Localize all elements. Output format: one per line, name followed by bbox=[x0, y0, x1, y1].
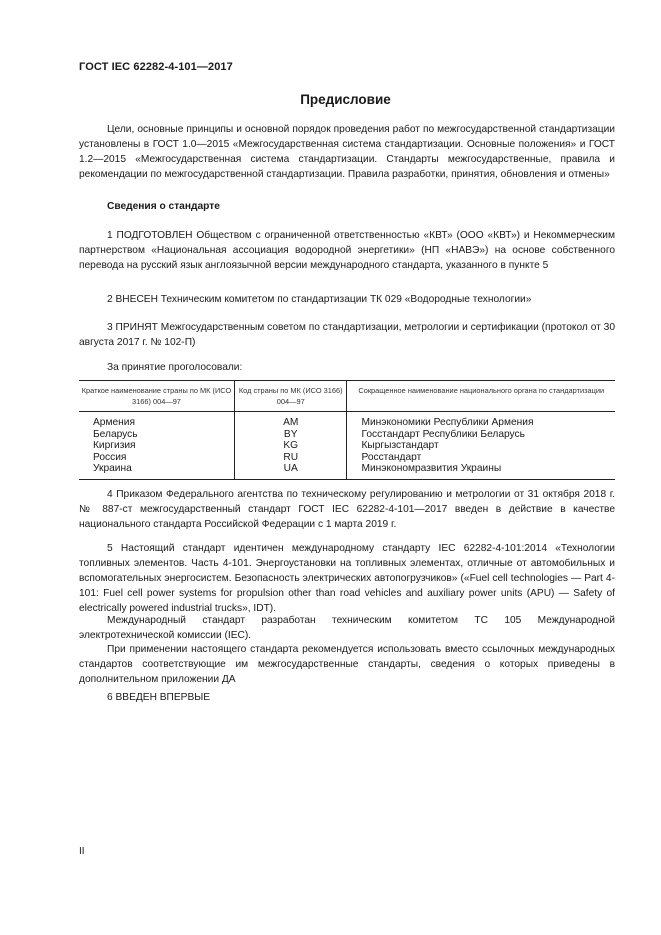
table-cell: Киргизия bbox=[93, 440, 136, 452]
item-5-references-paragraph: При применении настоящего стандарта рекомендуется использовать вместо ссылочных международных стандартов соответствующие им межгосударственные стандарты, сведения о которых приведены в дополнительном приложении ДА bbox=[79, 644, 615, 685]
item-5-committee-paragraph: Международный стандарт разработан техническим комитетом ТС 105 Международной электротехнической комиссии (IEC). bbox=[79, 615, 615, 641]
item-1-paragraph: 1 ПОДГОТОВЛЕН Обществом с ограниченной ответственностью «КВТ» (ООО «КВТ») и Некоммерческим партнерством «Национальная ассоциация водородной энергетики» (НП «НАВЭ») на основе собственного перевода на русский язык англоязычной версии международного стандарта, указанного в пункте 5 bbox=[79, 230, 615, 271]
code-column bbox=[234, 412, 347, 480]
item-2-paragraph: 2 ВНЕСЕН Техническим комитетом по стандартизации ТК 029 «Водородные технологии» bbox=[107, 294, 532, 305]
voting-table bbox=[79, 380, 615, 480]
table-header-code: Код страны по МК (ИСО 3166) 004—97 bbox=[234, 381, 347, 412]
country-column bbox=[79, 412, 234, 480]
item-5-paragraph: 5 Настоящий стандарт идентичен международному стандарту IEC 62282-4-101:2014 «Технологии топливных элементов. Часть 4-101. Энергоустановки на топливных элементах, отличные от автомобильных и вспомогательных энергосистем. Безопасность электрических автопогрузчиков» («Fuel cell technologies — Part 4-101: Fuel cell power systems for propulsion other than road vehicles and auxiliary power units (APU) — Safety of electrically powered industrial trucks», IDT). bbox=[79, 543, 615, 614]
table-header-row bbox=[79, 381, 615, 412]
item-4-paragraph: 4 Приказом Федерального агентства по техническому регулированию и метрологии от 31 октября 2018 г. № 887-ст межгосударственный стандарт ГОСТ IEC 62282-4-101—2017 введен в действие в качестве национального стандарта Российской Федерации с 1 марта 2019 г. bbox=[79, 489, 615, 530]
table-cell: Украина bbox=[93, 463, 132, 475]
info-heading: Сведения о стандарте bbox=[107, 201, 220, 212]
table-cell: Росстандарт bbox=[361, 451, 422, 463]
table-body-row bbox=[79, 412, 615, 480]
table-cell: UA bbox=[283, 463, 298, 475]
table-cell: Кыргызстандарт bbox=[361, 440, 439, 452]
table-cell: AM bbox=[283, 417, 299, 428]
table-cell: KG bbox=[283, 440, 299, 452]
voted-label: За принятие проголосовали: bbox=[107, 362, 243, 373]
page-title: Предисловие bbox=[300, 92, 391, 107]
table-cell: Беларусь bbox=[93, 428, 138, 440]
table-cell: Армения bbox=[93, 417, 135, 428]
intro-paragraph: Цели, основные принципы и основной порядок проведения работ по межгосударственной стандартизации установлены в ГОСТ 1.0—2015 «Межгосударственная система стандартизации. Основные положения» и ГОСТ 1.2—2015 «Межгосударственная система стандартизации. Стандарты межгосударственные, правила и рекомендации по межгосударственной стандартизации. Правила разработки, принятия, обновления и отмены» bbox=[79, 124, 615, 180]
table-cell: Россия bbox=[93, 451, 127, 463]
table-header-country: Краткое наименование страны по МК (ИСО 3166) 004—97 bbox=[79, 381, 234, 412]
table-header-body: Сокращенное наименование национального органа по стандартизации bbox=[347, 381, 615, 412]
table-cell: BY bbox=[283, 428, 298, 440]
item-6-paragraph: 6 ВВЕДЕН ВПЕРВЫЕ bbox=[107, 692, 211, 703]
table-cell: RU bbox=[283, 451, 299, 463]
table-cell: Минэкономразвития Украины bbox=[361, 463, 502, 475]
item-3-paragraph: 3 ПРИНЯТ Межгосударственным советом по стандартизации, метрологии и сертификации (протокол от 30 августа 2017 г. № 102-П) bbox=[79, 322, 615, 348]
document-header: ГОСТ IEC 62282-4-101—2017 bbox=[79, 61, 233, 73]
table-cell: Госстандарт Республики Беларусь bbox=[361, 428, 525, 440]
body-column bbox=[347, 412, 615, 480]
page-number: II bbox=[79, 846, 85, 857]
table-cell: Минэкономики Республики Армения bbox=[361, 417, 534, 428]
